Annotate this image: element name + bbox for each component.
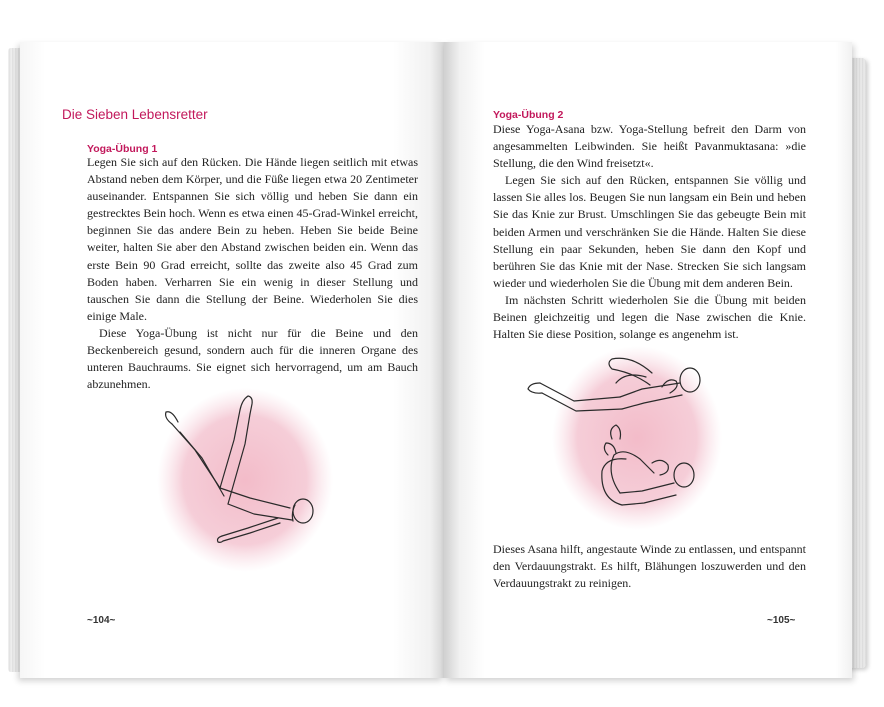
yoga-leg-raise-illustration: [150, 380, 350, 580]
page-number-right: ~105~: [767, 615, 796, 626]
paragraph: Dieses Asana hilft, angestaute Winde zu entlassen, und entspannt den Verdauungstrakt. Es hilft, Blähungen loszuwerden und den Verdauungstrakt zu reinigen.: [493, 542, 806, 591]
paragraph: Im nächsten Schritt wiederholen Sie die Übung mit beiden Beinen gleichzeitig und legen die Nase zwischen die Knie. Halten Sie diese Position, solange es angenehm ist.: [493, 292, 806, 342]
left-body-text: [87, 154, 418, 393]
running-head: Die Sieben Lebensretter: [62, 107, 208, 122]
right-closing-text: [493, 541, 806, 592]
right-body-text: [493, 121, 806, 343]
yoga-wind-release-illustration: [512, 343, 752, 533]
paragraph: Diese Yoga-Asana bzw. Yoga-Stellung befreit den Darm von angesammelten Leibwinden. Sie heißt Pavanmuktasana: »die Stellung, die den Wind freisetzt«.: [493, 122, 806, 171]
paragraph: Legen Sie sich auf den Rücken, entspannen Sie völlig und lassen Sie alles los. Beugen Sie nun langsam ein Bein und heben Sie das Knie zur Brust. Umschlingen Sie das gebeugte Bein mit beiden Armen und verschränken Sie die Hände. Halten Sie diese Stellung ein paar Sekunden, heben Sie dann den Kopf und berühren Sie das Knie mit der Nase. Strecken Sie sich langsam wieder und wiederholen Sie die Übung mit dem anderen Bein.: [493, 173, 806, 290]
watercolor-blob: [552, 346, 722, 530]
exercise-title-2: Yoga-Übung 2: [493, 109, 564, 121]
page-number-left: ~104~: [87, 615, 116, 626]
exercise-title-1: Yoga-Übung 1: [87, 143, 158, 155]
watercolor-blob: [157, 388, 333, 572]
paragraph: Legen Sie sich auf den Rücken. Die Hände liegen seitlich mit etwas Abstand neben dem Körper, und die Füße liegen etwa 20 Zentimeter auseinander. Entspannen Sie sich völlig und heben Sie dann ein gestrecktes Bein hoch. Wenn es etwa einen 45-Grad-Winkel erreicht, beginnen Sie das andere Bein zu heben. Heben Sie beide Beine weiter, halten Sie aber den Abstand zwischen beiden ein. Wenn das erste Bein 90 Grad erreicht, sollte das zweite also 45 Grad zum Boden haben. Verharren Sie ein wenig in dieser Stellung und tauschen Sie dann die Stellung der Beine. Wiederholen Sie dies einige Male.: [87, 155, 418, 323]
book-spine-shadow: [430, 42, 460, 678]
paragraph: Diese Yoga-Übung ist nicht nur für die Beine und den Beckenbereich gesund, sondern auch für die inneren Organe des unteren Bauchraums. Sie eignet sich hervorragend, um am Bauch abzunehmen.: [87, 325, 418, 392]
